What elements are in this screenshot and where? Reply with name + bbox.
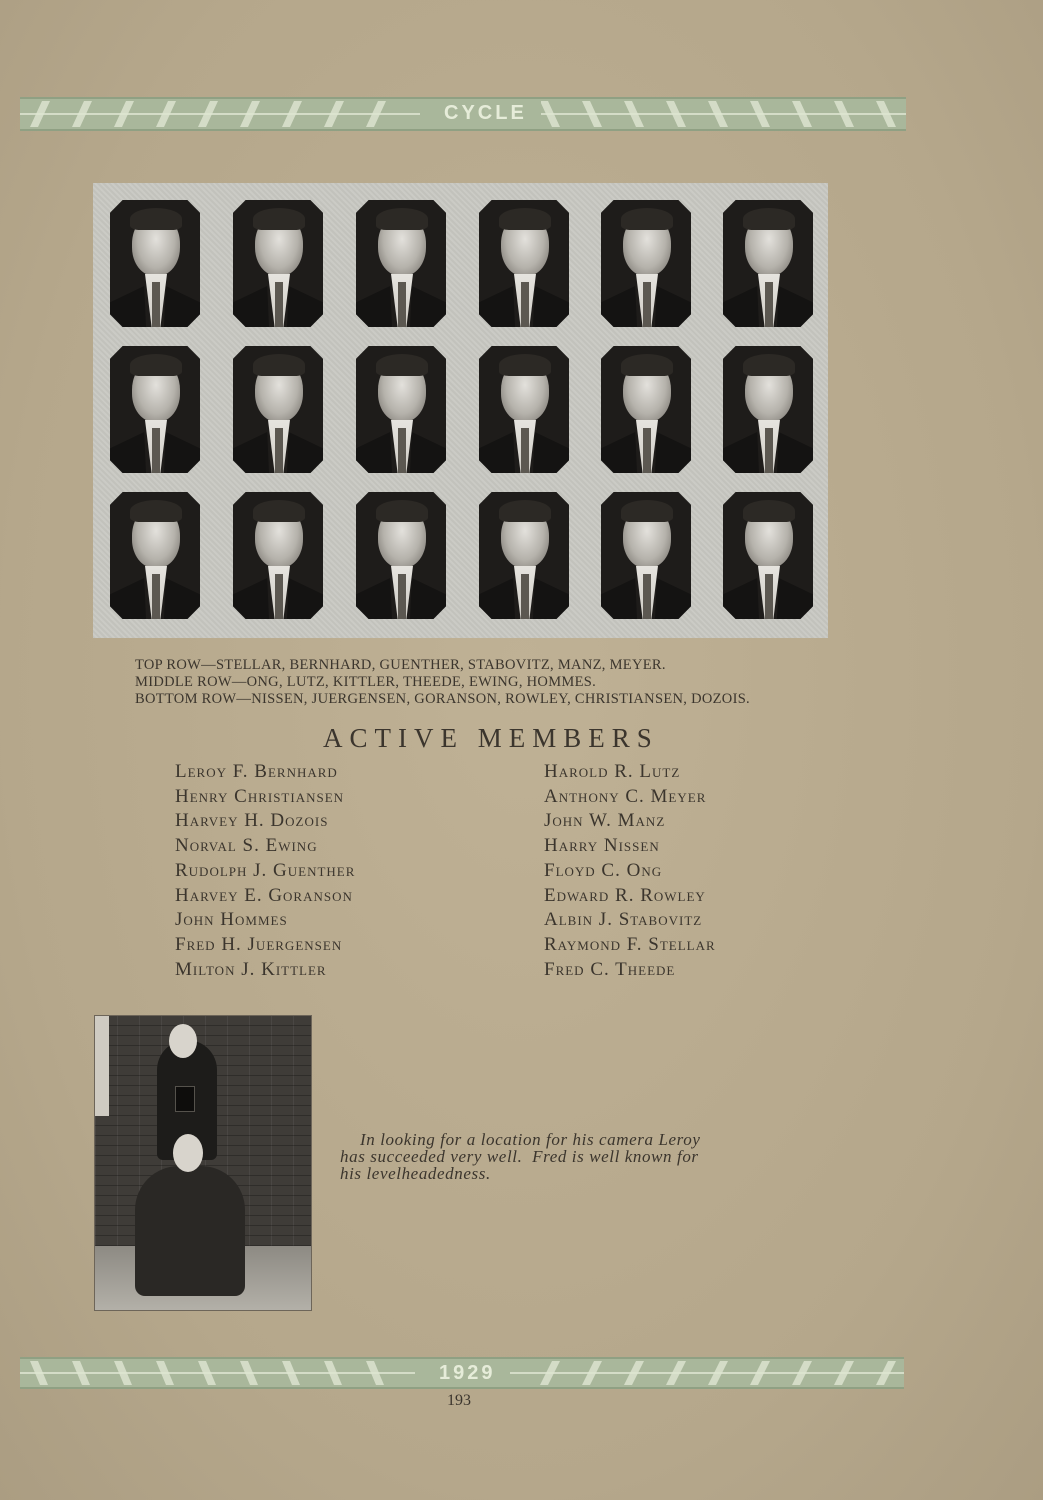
member-name: Leroy F. Bernhard bbox=[175, 761, 338, 782]
caption-middle-row: MIDDLE ROW—ONG, LUTZ, KITTLER, THEEDE, EWING, HOMMES. bbox=[135, 674, 597, 690]
member-name: Anthony C. Meyer bbox=[544, 785, 707, 807]
photo-caption bbox=[340, 1131, 730, 1182]
photo-caption-line: has succeeded very well. Fred is well known for bbox=[340, 1147, 699, 1166]
caption-top-row: TOP ROW—STELLAR, BERNHARD, GUENTHER, STABOVITZ, MANZ, MEYER. bbox=[135, 657, 666, 673]
member-name: John Hommes bbox=[175, 909, 288, 931]
candid-photo bbox=[94, 1015, 312, 1311]
page-number: 193 bbox=[447, 1392, 471, 1409]
portrait-photo bbox=[233, 200, 323, 327]
portrait-photo bbox=[479, 346, 569, 473]
member-name: John W. Manz bbox=[544, 810, 666, 832]
member-name: Harvey H. Dozois bbox=[175, 810, 329, 832]
portrait-photo bbox=[356, 200, 446, 327]
member-name: Fred C. Theede bbox=[544, 958, 676, 980]
header-banner-label: CYCLE bbox=[430, 100, 541, 126]
member-name: Harry Nissen bbox=[544, 835, 660, 857]
member-name: Harvey E. Goranson bbox=[175, 884, 353, 906]
members-list-right bbox=[544, 760, 716, 982]
portrait-photo bbox=[723, 200, 813, 327]
member-name: Albin J. Stabovitz bbox=[544, 909, 703, 931]
photo-caption-line: his levelheadedness. bbox=[340, 1164, 491, 1183]
portrait-photo bbox=[356, 346, 446, 473]
portrait-photo bbox=[723, 492, 813, 619]
footer-banner bbox=[20, 1357, 904, 1389]
member-name: Norval S. Ewing bbox=[175, 835, 318, 857]
portrait-photo bbox=[601, 346, 691, 473]
header-banner bbox=[20, 97, 906, 131]
portrait-photo bbox=[723, 346, 813, 473]
member-name: Henry Christiansen bbox=[175, 785, 345, 807]
caption-bottom-row: BOTTOM ROW—NISSEN, JUERGENSEN, GORANSON, ROWLEY, CHRISTIANSEN, DOZOIS. bbox=[135, 691, 750, 707]
portrait-photo bbox=[233, 492, 323, 619]
member-name: Fred H. Juergensen bbox=[175, 933, 343, 955]
portrait-photo bbox=[110, 346, 200, 473]
portrait-photo bbox=[479, 200, 569, 327]
member-name: Raymond F. Stellar bbox=[544, 933, 716, 955]
member-name: Harold R. Lutz bbox=[544, 761, 681, 782]
portrait-caption bbox=[135, 657, 855, 708]
camera-icon bbox=[175, 1086, 195, 1112]
portrait-photo bbox=[601, 492, 691, 619]
portrait-photo bbox=[479, 492, 569, 619]
member-name: Edward R. Rowley bbox=[544, 884, 706, 906]
portrait-grid bbox=[93, 183, 828, 638]
member-name: Floyd C. Ong bbox=[544, 859, 663, 881]
section-title: ACTIVE MEMBERS bbox=[323, 723, 659, 753]
portrait-photo bbox=[110, 492, 200, 619]
portrait-photo bbox=[233, 346, 323, 473]
member-name: Rudolph J. Guenther bbox=[175, 859, 356, 881]
footer-banner-label: 1929 bbox=[425, 1360, 510, 1386]
portrait-photo bbox=[356, 492, 446, 619]
photo-caption-line: In looking for a location for his camera Leroy bbox=[360, 1130, 701, 1149]
portrait-photo bbox=[110, 200, 200, 327]
portrait-photo bbox=[601, 200, 691, 327]
members-list-left bbox=[175, 760, 355, 982]
member-name: Milton J. Kittler bbox=[175, 958, 327, 980]
